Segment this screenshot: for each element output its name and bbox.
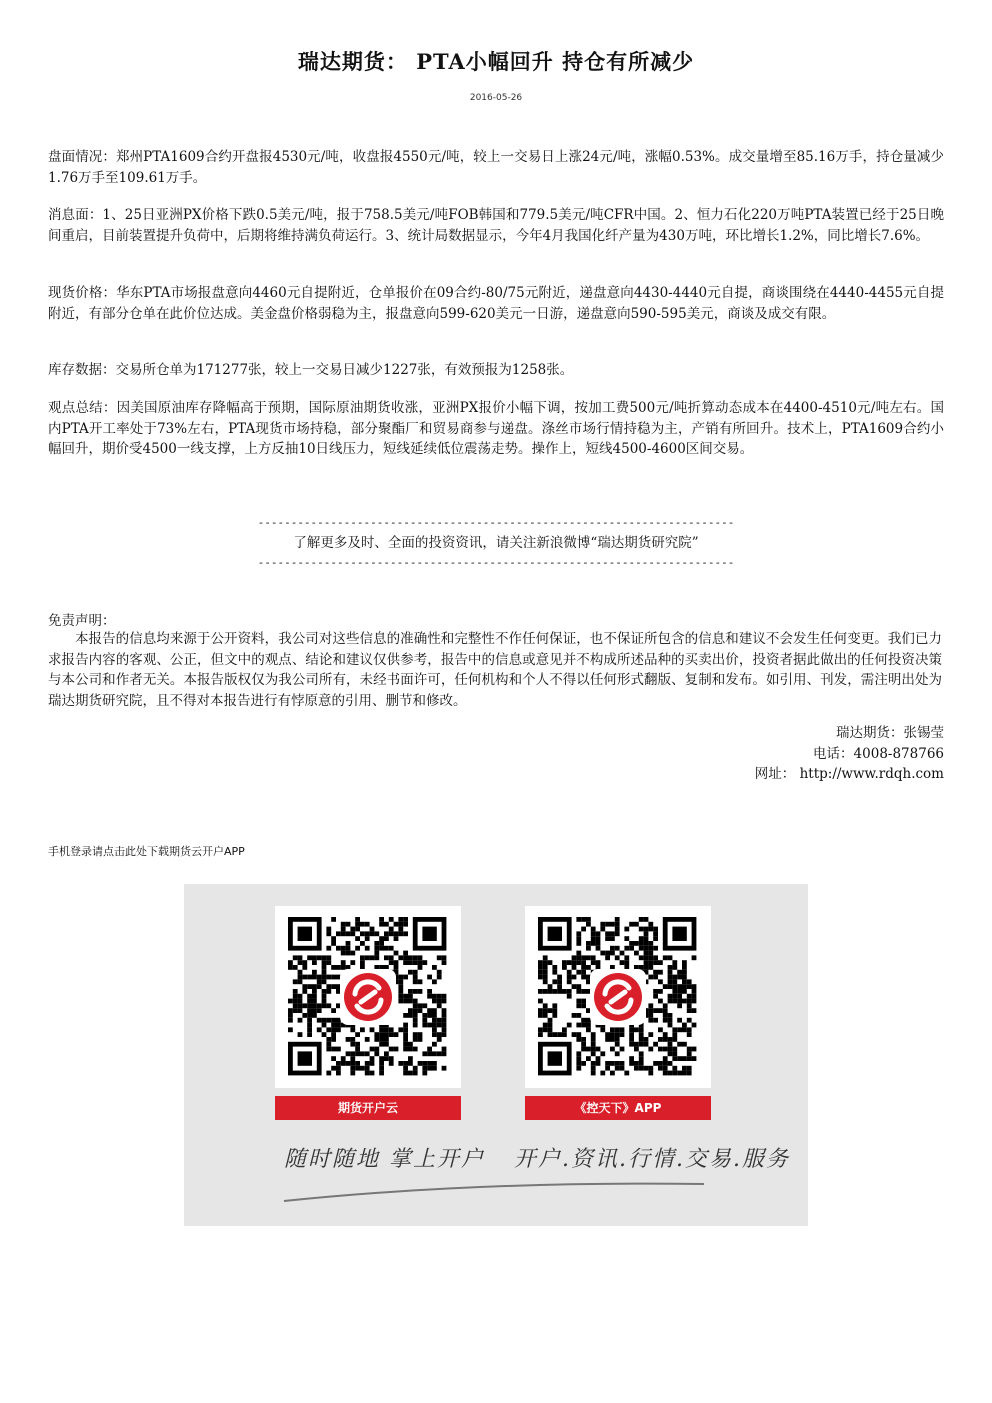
qr-code-image [275, 906, 461, 1088]
right-slogan: 开户.资讯.行情.交易.服务 [514, 1147, 790, 1172]
paragraph-spot-price: 现货价格：华东PTA市场报盘意向4460元自提附近，仓单报价在09合约-80/75元附近，递盘意向4430-4440元自提，商谈围绕在4440-4455元自提附近，有部分仓单在此价位达成。美金盘价格弱稳为主，报盘意向599-620美元一日游，递盘意向590-595美元，商谈及成交有限。 [48, 285, 944, 322]
right-app-banner: 《控天下》APP [525, 1096, 711, 1120]
signature-website[interactable]: 网址： http://www.rdqh.com [754, 766, 944, 782]
paragraph-market: 盘面情况：郑州PTA1609合约开盘报4530元/吨，收盘报4550元/吨，较上一交易日上涨24元/吨，涨幅0.53%。成交量增至85.16万手，持仓量减少1.76万手至109.61万手。 [48, 149, 944, 186]
paragraph-summary: 观点总结：因美国原油库存降幅高于预期，国际原油期货收涨，亚洲PX报价小幅下调，按加工费500元/吨折算动态成本在4400-4510元/吨左右。国内PTA开工率处于73%左右，PTA现货市场持稳，部分聚酯厂和贸易商参与递盘。涤丝市场行情持稳为主，产销有所回升。技术上，PTA1609合约小幅回升，期价受4500一线支撑，上方反抽10日线压力，短线延续低位震荡走势。操作上，短线4500-4600区间交易。 [48, 400, 944, 457]
promo-text[interactable]: 了解更多及时、全面的投资资讯，请关注新浪微博“瑞达期货研究院” [293, 535, 699, 551]
app-download-link[interactable]: 手机登录请点击此处下载期货云开户APP [48, 845, 245, 858]
swoosh-decoration [279, 1176, 709, 1206]
left-app-banner: 期货开户云 [275, 1096, 461, 1120]
disclaimer-title: 免责声明： [48, 613, 116, 629]
signature-block [755, 723, 944, 785]
qr-code-right[interactable] [525, 906, 711, 1088]
signature-phone: 电话：4008-878766 [813, 745, 944, 762]
promo-box [0, 513, 992, 573]
signature-author: 瑞达期货：张锡莹 [836, 725, 944, 741]
logo-icon [340, 969, 396, 1025]
paragraph-inventory: 库存数据：交易所仓单为171277张，较上一交易日减少1227张，有效预报为1258张。 [48, 362, 574, 378]
logo-icon [590, 969, 646, 1025]
divider-top: ------------------------------------------------------------------------ [257, 516, 735, 529]
report-date: 2016-05-26 [469, 93, 523, 103]
paragraph-news: 消息面：1、25日亚洲PX价格下跌0.5美元/吨，报于758.5美元/吨FOB韩国和779.5美元/吨CFR中国。2、恒力石化220万吨PTA装置已经于25日晚间重启，目前装置提升负荷中，后期将维持满负荷运行。3、统计局数据显示，今年4月我国化纤产量为430万吨，环比增长1.2%，同比增长7.6%。 [48, 207, 944, 244]
qr-code-image [525, 906, 711, 1088]
qr-code-left[interactable] [275, 906, 461, 1088]
page-title: 瑞达期货： PTA小幅回升 持仓有所减少 [297, 49, 695, 74]
left-slogan: 随时随地 掌上开户 [284, 1147, 485, 1172]
qr-code-panel [184, 884, 808, 1226]
disclaimer-body: 本报告的信息均来源于公开资料，我公司对这些信息的准确性和完整性不作任何保证，也不保证所包含的信息和建议不会发生任何变更。我们已力求报告内容的客观、公正，但文中的观点、结论和建议仅供参考，报告中的信息或意见并不构成所述品种的买卖出价，投资者据此做出的任何投资决策与本公司和作者无关。本报告版权仅为我公司所有，未经书面许可，任何机构和个人不得以任何形式翻版、复制和发布。如引用、刊发，需注明出处为瑞达期货研究院，且不得对本报告进行有悖原意的引用、删节和修改。 [48, 631, 942, 709]
divider-bottom: ------------------------------------------------------------------------ [257, 556, 735, 569]
